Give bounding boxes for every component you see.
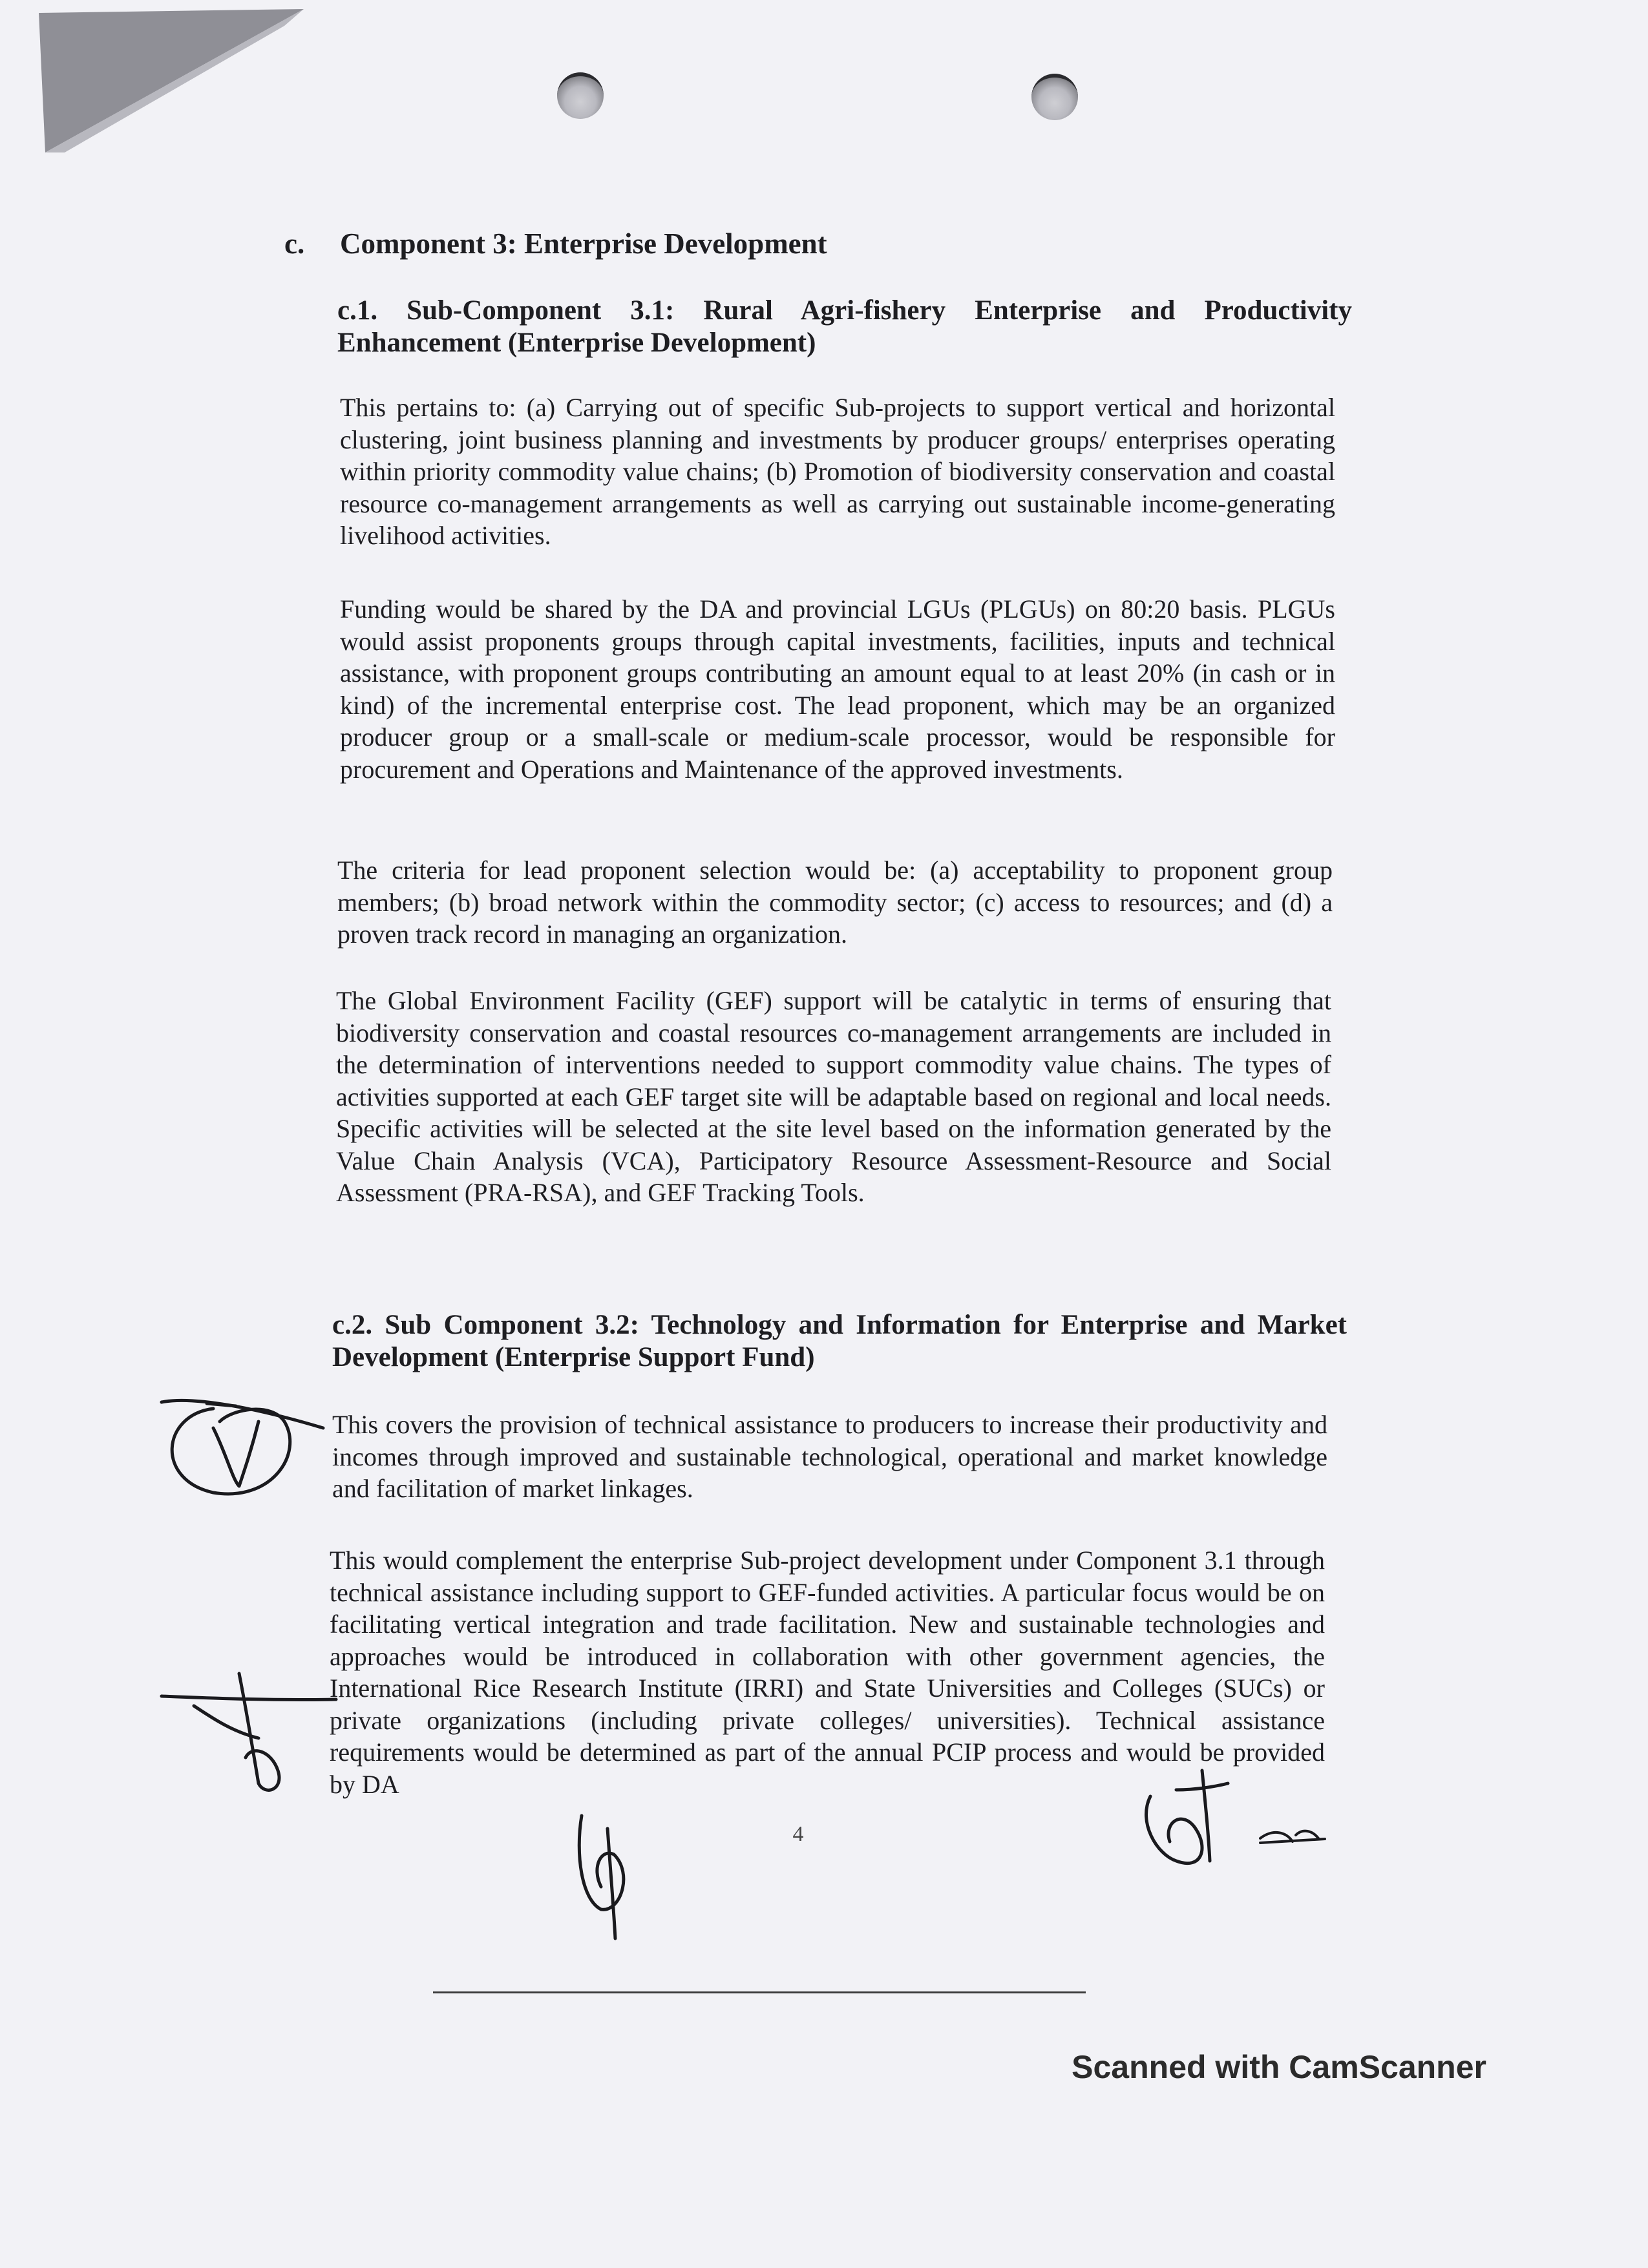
- footer-rule: [433, 1991, 1086, 1993]
- scanner-watermark: Scanned with CamScanner: [1072, 2049, 1486, 2085]
- subsection-1-paragraph-1: This pertains to: (a) Carrying out of specific Sub-projects to support vertical and horizontal clustering, joint business planning and investments by producer groups/ enterprises operating within priority commodity value chains; (b) Promotion of biodiversity conservation and coastal resource co-management arrangements as well as carrying out sustainable income-generating livelihood activities.: [340, 393, 1335, 550]
- subsection-2-paragraph-2: This would complement the enterprise Sub-project development under Component 3.1 through technical assistance including support to GEF-funded activities. A particular focus would be on facilitating vertical integration and trade facilitation. New and sustainable technologies and approaches would be introduced in collaboration with other government agencies, the International Rice Research Institute (IRRI) and State Universities and Colleges (SUCs) or private organizations (including private colleges/ universities). Technical assistance requirements would be determined as part of the annual PCIP process and would be provided by DA: [330, 1546, 1325, 1799]
- subsection-1-heading: c.1. Sub-Component 3.1: Rural Agri-fishery Enterprise and Productivity Enhancement (Enterprise Development): [337, 295, 1352, 358]
- subsection-1-paragraph-3: The criteria for lead proponent selection would be: (a) acceptability to proponent group members; (b) broad network within the commodity sector; (c) access to resources; and (d) a proven track record in managing an organization.: [337, 856, 1333, 949]
- subsection-2-paragraph-1: This covers the provision of technical assistance to producers to increase their productivity and incomes through improved and sustainable technological, operational and market knowledge and facilitation of market linkages.: [332, 1410, 1327, 1503]
- section-heading: [284, 226, 1383, 261]
- punch-hole-left: [557, 72, 604, 119]
- section-letter: c.: [284, 227, 305, 260]
- signature-initials-left-lower: [162, 1674, 336, 1790]
- subsection-1-paragraph-4: The Global Environment Facility (GEF) support will be catalytic in terms of ensuring that biodiversity conservation and coastal resources co-management arrangements are included in the determination of interventions needed to support commodity value chains. The types of activities supported at each GEF target site will be adaptable based on regional and local needs. Specific activities will be selected at the site level based on the information generated by the Value Chain Analysis (VCA), Participatory Resource Assessment-Resource and Social Assessment (PRA-RSA), and GEF Tracking Tools.: [336, 986, 1331, 1207]
- page-number: 4: [792, 1822, 804, 1846]
- handwritten-date-mark: [1260, 1831, 1325, 1843]
- subsection-2-heading: c.2. Sub Component 3.2: Technology and Information for Enterprise and Market Development (Enterprise Support Fund): [332, 1310, 1347, 1372]
- punch-hole-right: [1031, 74, 1078, 120]
- signature-initials-left-upper: [162, 1400, 323, 1494]
- subsection-1-paragraph-2: Funding would be shared by the DA and provincial LGUs (PLGUs) on 80:20 basis. PLGUs would assist proponents groups through capital investments, facilities, inputs and technical assistance, with proponent groups contributing an amount equal to at least 20% (in cash or in kind) of the incremental enterprise cost. The lead proponent, which may be an organized producer group or a small-scale or medium-scale processor, would be responsible for procurement and Operations and Maintenance of the approved investments.: [340, 594, 1335, 784]
- section-title: Component 3: Enterprise Development: [340, 227, 827, 260]
- folded-corner-shadow: [0, 0, 310, 155]
- signature-initials-bottom-center: [579, 1816, 624, 1938]
